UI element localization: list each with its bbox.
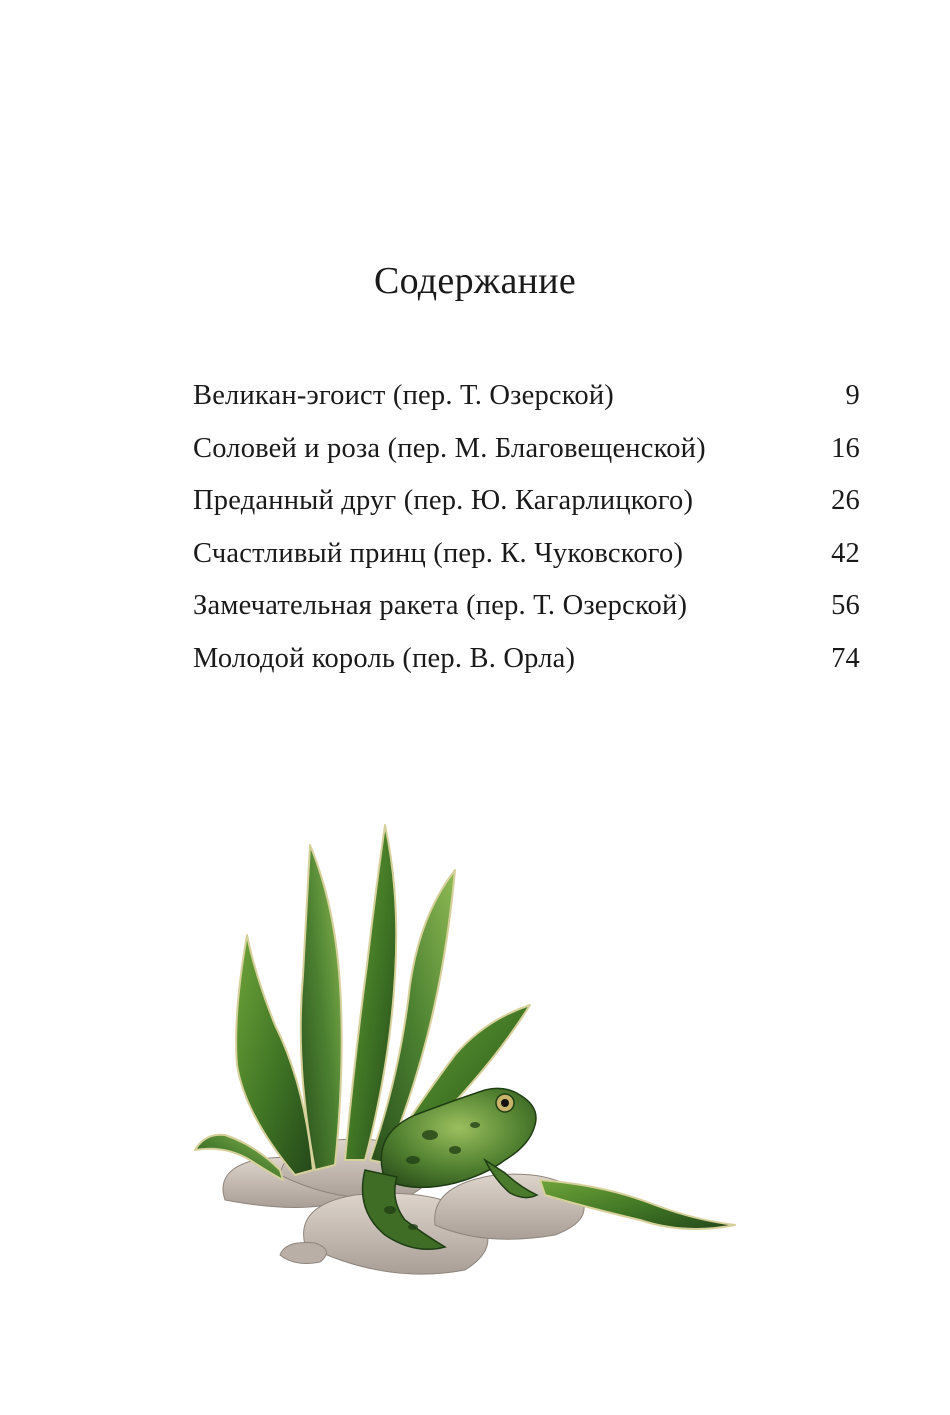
- toc-item[interactable]: [193, 475, 863, 528]
- toc-page-number: 26: [831, 485, 860, 516]
- toc-item[interactable]: [193, 633, 863, 686]
- toc-page-number: 42: [831, 537, 860, 569]
- rock: [280, 1243, 326, 1264]
- toc-entry-title: Замечательная ракета (пер. Т. Озерской): [193, 590, 688, 621]
- table-of-contents: [193, 370, 863, 685]
- toc-page-number: 74: [831, 642, 860, 674]
- toc-entry-title: Великан-эгоист (пер. Т. Озерской): [193, 380, 614, 411]
- toc-entry-title: Молодой король (пер. В. Орла): [193, 642, 576, 674]
- toc-entry-title: Соловей и роза (пер. М. Благовещенской): [193, 432, 706, 464]
- leaf: [301, 845, 342, 1170]
- toc-item[interactable]: [193, 580, 863, 633]
- page-title: Содержание: [373, 260, 577, 302]
- toc-item[interactable]: [193, 528, 863, 581]
- toc-item[interactable]: [193, 423, 863, 476]
- frog-illustration: [185, 815, 745, 1285]
- toc-page-number: 56: [831, 590, 860, 621]
- frog-pupil: [501, 1099, 509, 1107]
- toc-entry-title: Счастливый принц (пер. К. Чуковского): [193, 537, 684, 569]
- toc-item[interactable]: [193, 370, 863, 423]
- toc-page-number: 16: [831, 432, 860, 464]
- toc-entry-title: Преданный друг (пер. Ю. Кагарлицкого): [193, 485, 694, 516]
- toc-page-number: 9: [845, 380, 860, 411]
